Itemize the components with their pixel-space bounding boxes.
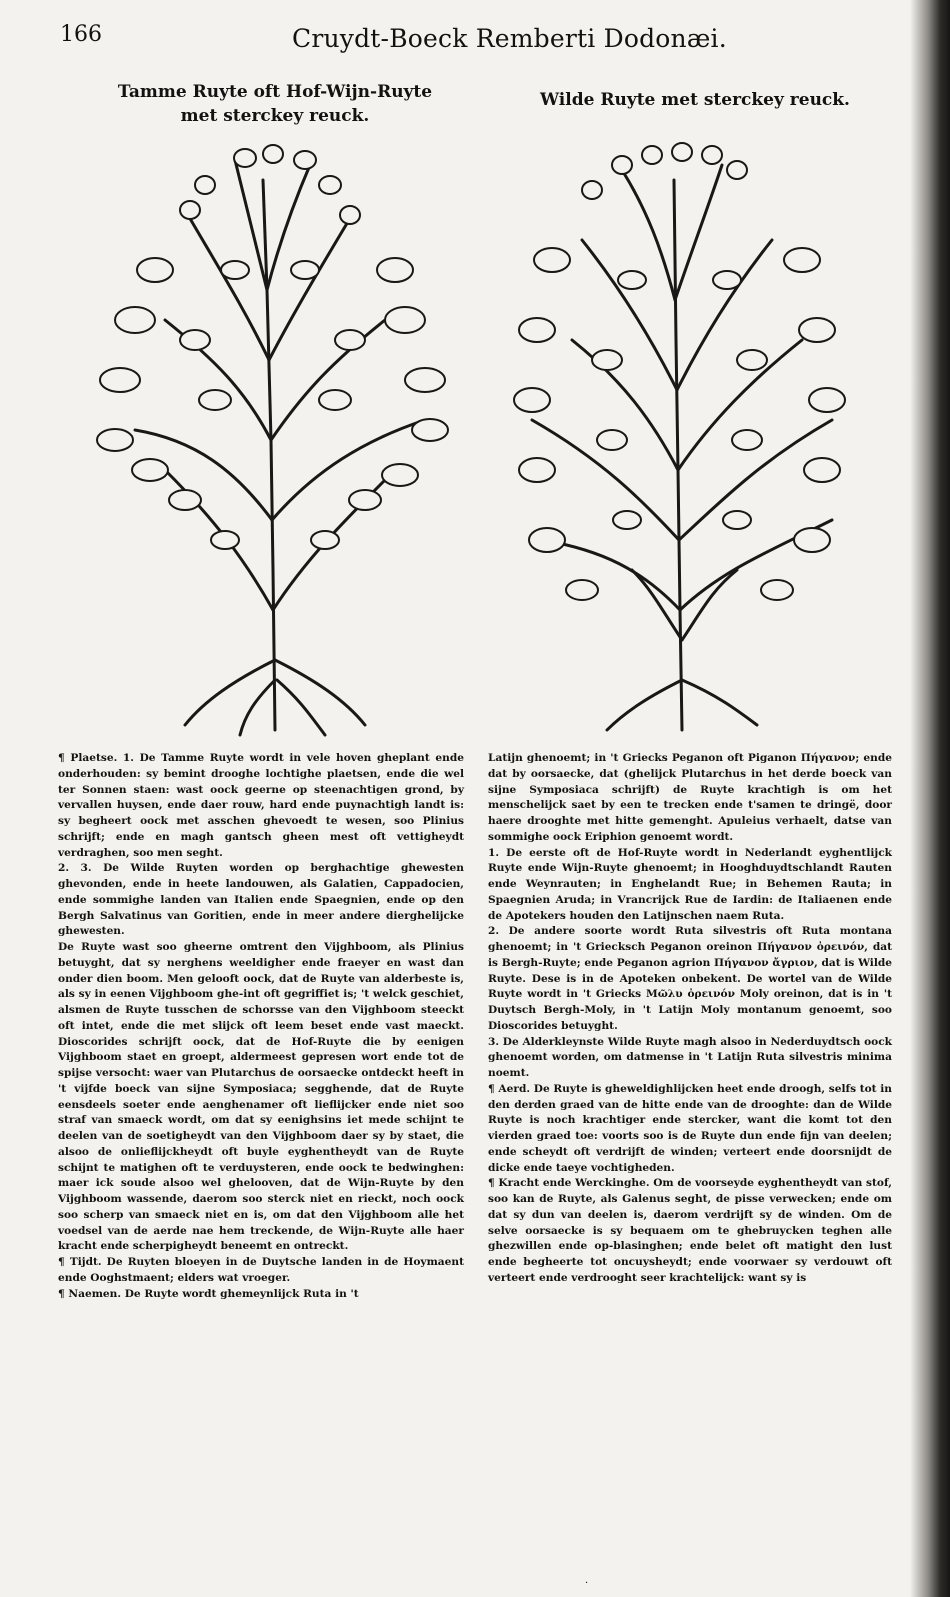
paragraph: 3. De Alderkleynste Wilde Ruyte magh alsoo in Nederduydtsch oock ghenoemt worden, om datmense in 't Latijn Ruta silvestris minima noemt. xyxy=(488,1035,892,1079)
binding-gutter-shadow xyxy=(910,0,950,1597)
paragraph: ¶ Aerd. De Ruyte is gheweldighlijcken heet ende droogh, selfs tot in den derden graed van de hitte ende van de drooghte: dan de Wilde Ruyte is noch krachtiger ende stercker, want die komt tot den vierden graed toe: voorts soo is de Ruyte dun ende fijn van deelen; ende scheydt oft verdrijft de winden; verteert ende doorsnijdt de dicke ende taeye vochtigheden. xyxy=(488,1082,892,1174)
paragraph: 2. 3. De Wilde Ruyten worden op berghachtige ghewesten ghevonden, ende in heete landouwen, als Galatien, Cappadocien, ende sommighe landen van Italien ende Spaegnien, ende op den Bergh Salvatinus van Goritien, ende in meer andere dierghelijcke ghewesten. xyxy=(58,862,464,938)
figure-caption-left-line2: met sterckey reuck. xyxy=(180,106,370,126)
paragraph: 1. De eerste oft de Hof-Ruyte wordt in Nederlandt eyghentlijck Ruyte ende Wijn-Ruyte ghenoemt; in Hooghduydtschlandt Rauten ende Weynrauten; in Enghelandt Rue; in Behemen Rauta; in Spaegnien Aruda; in Vrancrijck Rue de Iardin: de Italiaenen ende de Apotekers houden den Latijnschen naem Ruta. xyxy=(488,846,892,922)
paragraph: ¶ Plaetse. 1. De Tamme Ruyte wordt in vele hoven gheplant ende onderhouden: sy bemint drooghe lochtighe plaetsen, ende die wel ter Sonnen staen: wast oock geerne op steenachtigen grond, by vervallen huysen, ende daer rouw, hard ende puynachtigh landt is: sy begheert oock met asschen ghevoedt te wesen, soo Plinius schrijft; ende en magh gantsch gheen mest oft vettigheydt verdraghen, soo men seght. xyxy=(58,752,464,859)
figure-caption-right-line1: Wilde Ruyte met sterckey reuck. xyxy=(540,90,850,110)
paragraph: 2. De andere soorte wordt Ruta silvestris oft Ruta montana ghenoemt; in 't Griecksch Peganon oreinon Πήγανον ὀρεινόν, dat is Bergh-Ruyte; ende Peganon agrion Πήγανον ἄγριον, dat is Wilde Ruyte. Dese is in de Apoteken onbekent. De wortel van de Wilde Ruyte wordt in 't Griecks Μῶλυ ὀρεινόν Moly oreinon, dat is in 't Duytsch Bergh-Moly, in 't Latijn Moly montanum genoemt, soo Dioscorides betuyght. xyxy=(488,925,892,1032)
paragraph: De Ruyte wast soo gheerne omtrent den Vijghboom, als Plinius betuyght, dat sy nerghens weeldigher ende fraeyer en wast dan onder dien boom. Men gelooft oock, dat de Ruyte van alderbeste is, als sy in eenen Vijghboom ghe-int oft gegriffiet is; 't welck geschiet, alsmen de Ruyte tusschen de schorsse van den Vijghboom steeckt oft intet, ende die met slijck oft leem beset ende vast maeckt. Dioscorides schrijft oock, dat de Hof-Ruyte die by eenigen Vijghboom staet en groept, aldermeest gepresen wort ende tot de spijse versocht: waer van Plutarchus de oorsaecke ontdeckt heeft in 't vijfde boeck van sijne Symposiaca; segghende, dat de Ruyte eensdeels soeter ende aenghenamer oft lieflijcker ende niet soo straf van smaeck wordt, om dat sy eenighsins iet mede schijnt te deelen van de soetigheydt van den Vijghboom daer sy by staet, die alsoo de onlieflijckheydt oft buyle eyghentheydt van de Ruyte schijnt te matighen oft te verduysteren, ende oock te bedwinghen: maer ick soude alsoo wel ghelooven, dat de Wijn-Ruyte by den Vijghboom wassende, daerom soo sterck niet en rieckt, noch oock soo scherp van smaeck niet en is, om dat den Vijghboom alle het voedsel van de aerde nae hem treckende, de Wijn-Ruyte alle haer kracht ende scherpigheydt beneemt en ontreckt. xyxy=(58,941,464,1253)
text-column-right xyxy=(488,751,892,1287)
signature-mark: · xyxy=(585,1578,589,1589)
figure-caption-left-line1: Tamme Ruyte oft Hof-Wijn-Ruyte xyxy=(117,82,433,102)
figure-caption-right xyxy=(525,88,865,112)
paragraph: Latijn ghenoemt; in 't Griecks Peganon oft Piganon Πήγανον; ende dat by oorsaecke, dat (ghelijck Plutarchus in het derde boeck van sijne Symposiaca schrijft) de Ruyte krachtigh is om het menschelijck saet by een te trecken ende t'samen te dringë, door haere drooghte met hitte gemenght. Apuleius verhaelt, datse van sommighe oock Eriphion genoemt wordt. xyxy=(488,752,892,843)
figure-caption-left xyxy=(85,80,465,128)
woodcut-wild-rue xyxy=(512,140,852,740)
woodcut-garden-rue xyxy=(95,140,455,740)
running-title: Cruydt-Boeck Remberti Dodonæi. xyxy=(292,24,727,53)
paragraph: ¶ Naemen. De Ruyte wordt ghemeynlijck Ruta in 't xyxy=(58,1287,359,1300)
page-number: 166 xyxy=(60,22,102,47)
paragraph: ¶ Kracht ende Werckinghe. Om de voorseyde eyghentheydt van stof, soo kan de Ruyte, als Galenus seght, de pisse verwecken; ende om dat sy dun van deelen is, daerom verdrijft sy de winden. Om de selve oorsaecke is sy bequaem om te ghebruycken teghen alle ghezwillen ende op-blasinghen; ende belet oft matight den lust ende begheerte tot oncuysheydt; ende voorwaer sy verdouwt oft verteert ende verdrooght seer krachtelijck: want sy is xyxy=(488,1177,892,1284)
text-column-left xyxy=(58,751,464,1302)
paragraph: ¶ Tijdt. De Ruyten bloeyen in de Duytsche landen in de Hoymaent ende Ooghstmaent; elders wat vroeger. xyxy=(58,1256,464,1284)
